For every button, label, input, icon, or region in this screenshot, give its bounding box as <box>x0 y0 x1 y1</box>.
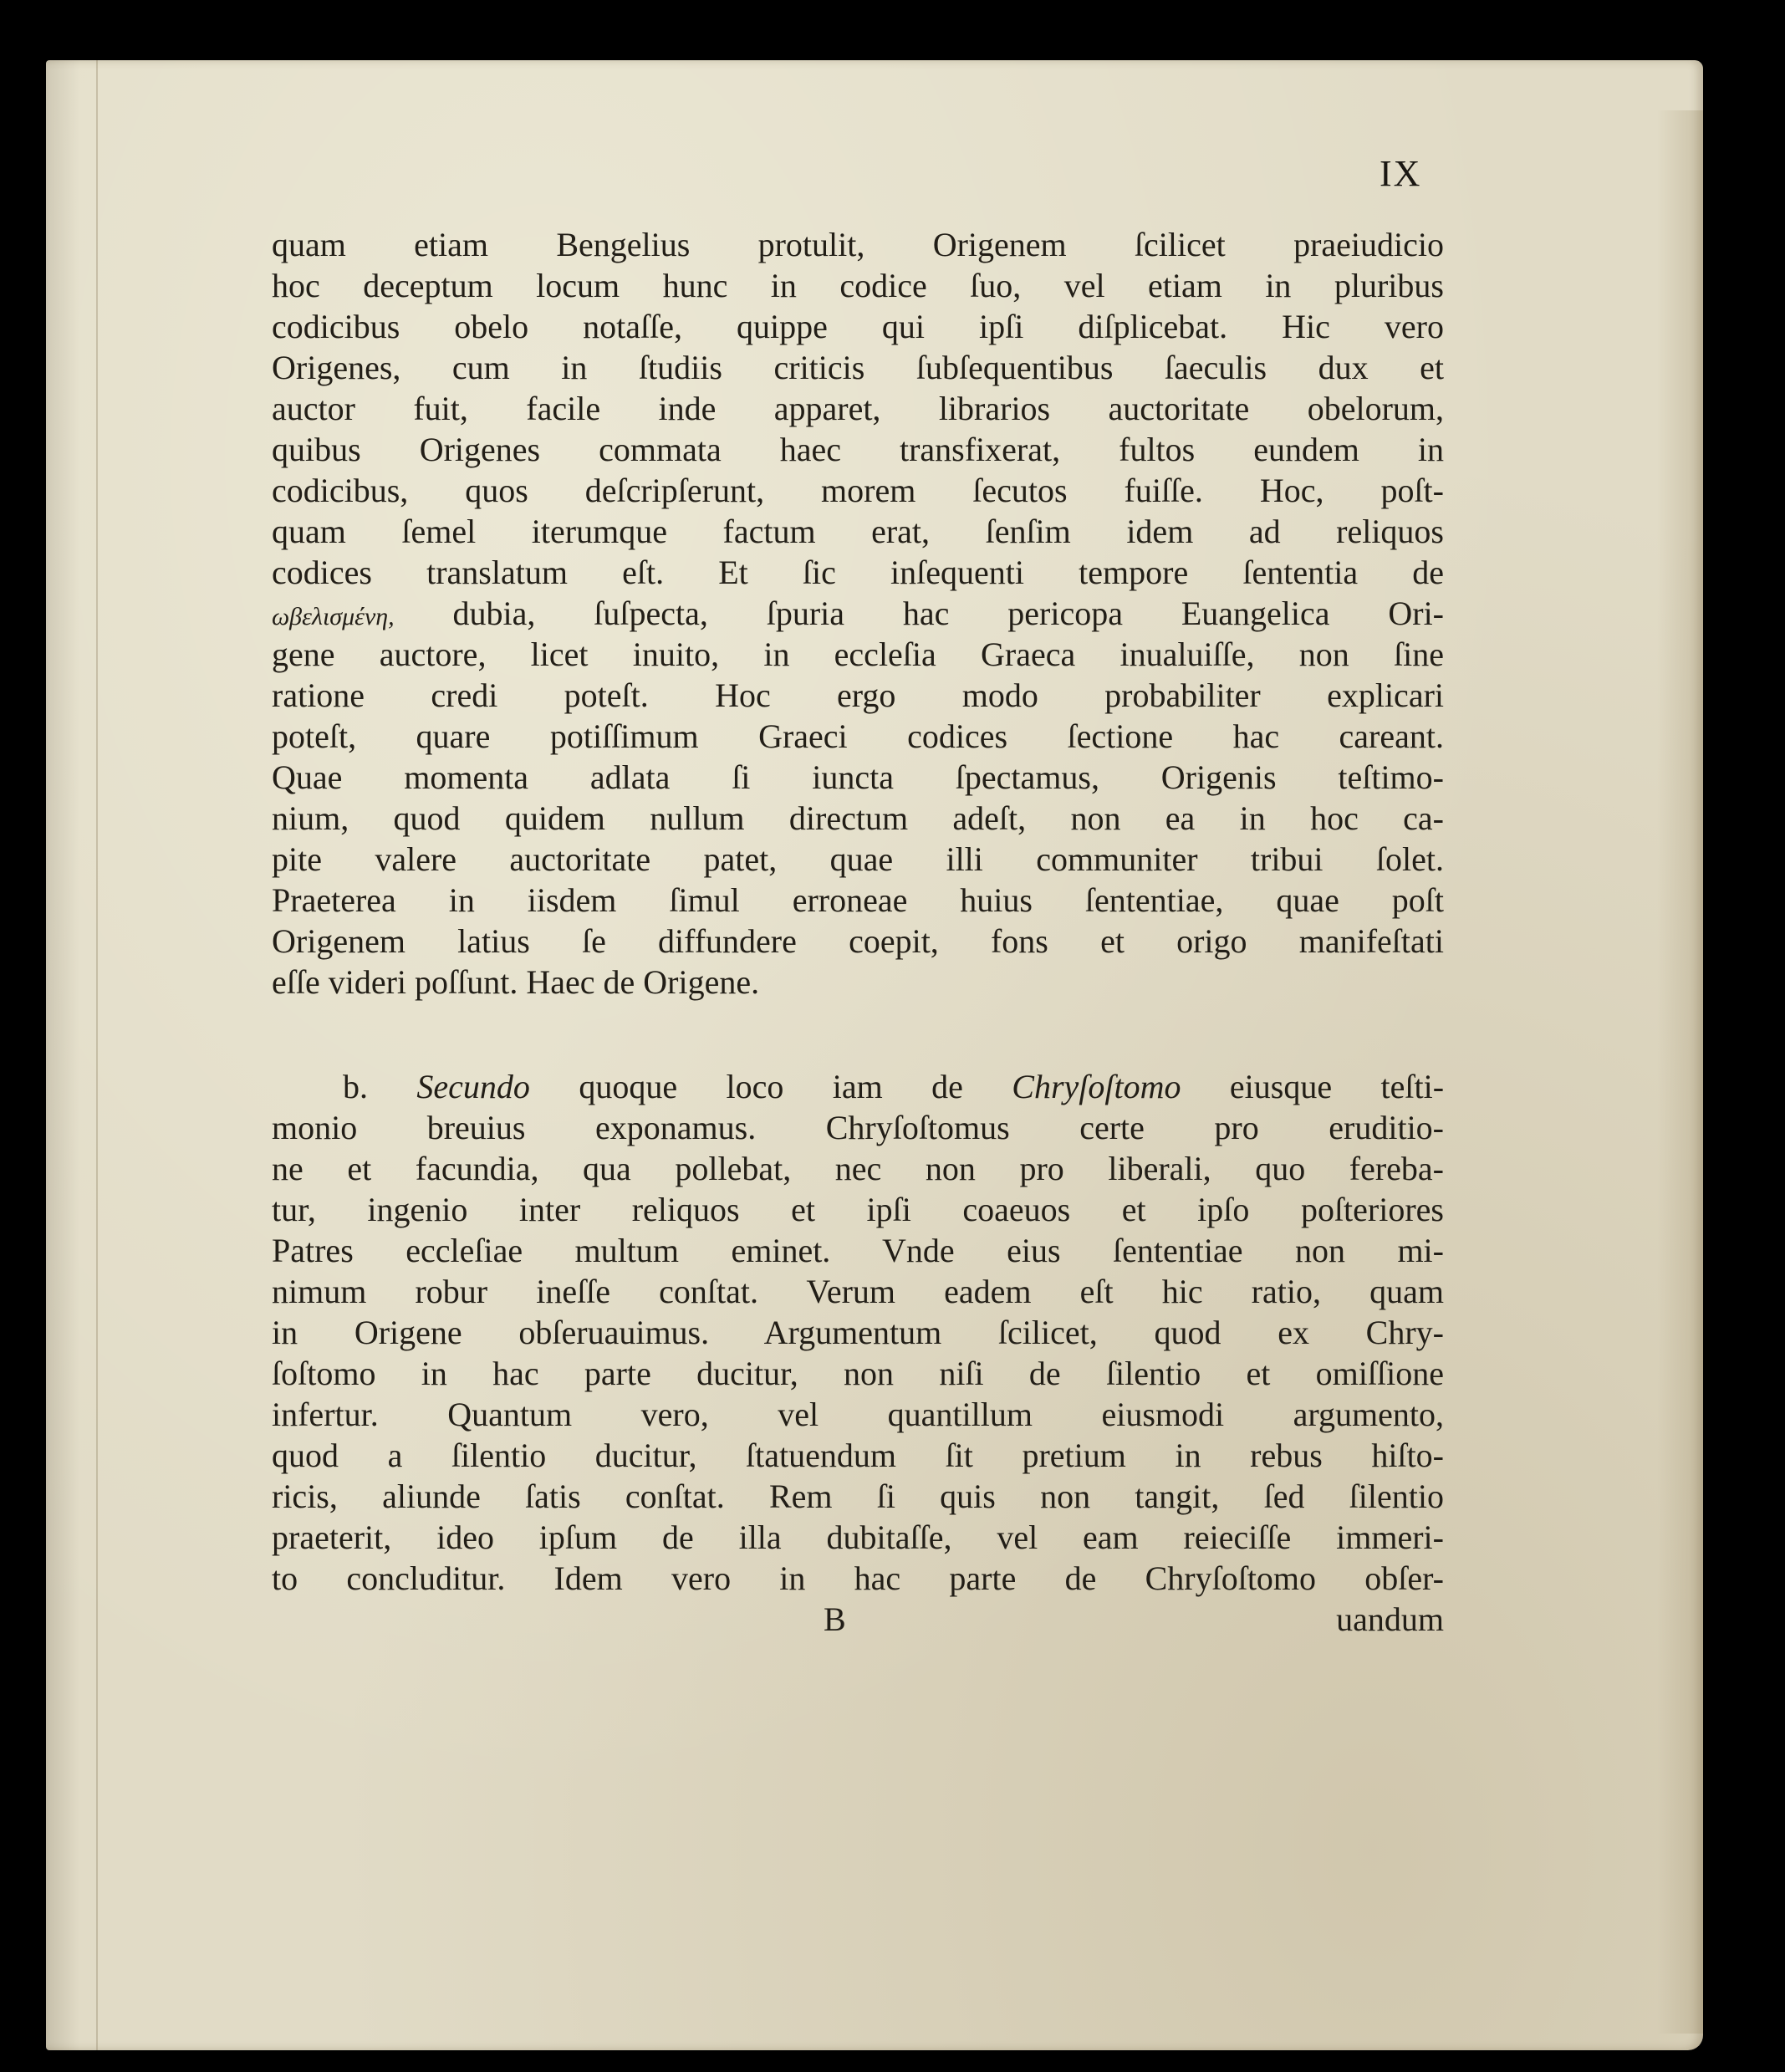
page-edge-shadow <box>1657 110 1703 2034</box>
text-line: Origenes, cum in ſtudiis criticis ſubſequentibus ſaeculis dux et <box>272 349 1444 386</box>
text-line: ne et facundia, qua pollebat, nec non pro liberali, quo fereba- <box>272 1150 1444 1187</box>
text-line: quam etiam Bengelius protulit, Origenem ſcilicet praeiudicio <box>272 226 1444 263</box>
text-line: quibus Origenes commata haec transfixerat, fultos eundem in <box>272 431 1444 468</box>
paragraph2-first-line <box>272 1066 1444 1107</box>
text-line: infertur. Quantum vero, vel quantillum eiusmodi argumento, <box>272 1396 1444 1433</box>
signature-mark: B <box>824 1600 846 1638</box>
signature-line <box>272 1599 1444 1640</box>
text-line: monio breuius exponamus. Chryſoſtomus certe pro eruditio- <box>272 1109 1444 1146</box>
text-line: Praeterea in iisdem ſimul erroneae huius ſententiae, quae poſt <box>272 881 1444 919</box>
page-number: IX <box>1380 153 1422 194</box>
text-line: ratione credi poteſt. Hoc ergo modo probabiliter explicari <box>272 676 1444 714</box>
text-line: praeterit, ideo ipſum de illa dubitaſſe, vel eam reieciſſe immeri- <box>272 1518 1444 1556</box>
text-line: pite valere auctoritate patet, quae illi communiter tribui ſolet. <box>272 840 1444 878</box>
text-line: poteſt, quare potiſſimum Graeci codices ſectione hac careant. <box>272 717 1444 755</box>
greek-word: ωβελισμένη, <box>272 603 395 630</box>
text-line: ricis, aliunde ſatis conſtat. Rem ſi quis non tangit, ſed ſilentio <box>272 1477 1444 1515</box>
text-line: to concluditur. Idem vero in hac parte de Chryſoſtomo obſer- <box>272 1559 1444 1597</box>
text-line: quam ſemel iterumque factum erat, ſenſim idem ad reliquos <box>272 513 1444 550</box>
text-line: codicibus obelo notaſſe, quippe qui ipſi diſplicebat. Hic vero <box>272 308 1444 345</box>
text-line: in Origene obſeruauimus. Argumentum ſcilicet, quod ex Chry- <box>272 1314 1444 1351</box>
body-text <box>272 224 1444 1640</box>
text-line: Patres eccleſiae multum eminet. Vnde eius ſententiae non mi- <box>272 1232 1444 1269</box>
text-line: auctor fuit, facile inde apparet, librarios auctoritate obelorum, <box>272 390 1444 427</box>
text-line: Origenem latius ſe diffundere coepit, fons et origo manifeſtati <box>272 922 1444 960</box>
text-line: hoc deceptum locum hunc in codice ſuo, vel etiam in pluribus <box>272 267 1444 304</box>
text-line: codices translatum eſt. Et ſic inſequenti tempore ſententia de <box>272 554 1444 591</box>
text-line: Quae momenta adlata ſi iuncta ſpectamus, Origenis teſtimo- <box>272 758 1444 796</box>
first-line-mid: quoque loco iam de <box>579 1068 963 1105</box>
chrysostomo-word: Chryſoſtomo <box>1012 1068 1181 1105</box>
binding-gutter <box>96 60 98 2050</box>
text-line: gene auctore, licet inuito, in eccleſia Graeca inualuiſſe, non ſine <box>272 635 1444 673</box>
first-line-end: eiusque teſti- <box>1229 1068 1445 1105</box>
text-line: tur, ingenio inter reliquos et ipſi coaeuos et ipſo poſteriores <box>272 1191 1444 1228</box>
text-line-rest: dubia, ſuſpecta, ſpuria hac pericopa Euangelica Ori- <box>452 595 1445 632</box>
text-line: nium, quod quidem nullum directum adeſt, non ea in hoc ca- <box>272 799 1444 837</box>
text-line: ſoſtomo in hac parte ducitur, non niſi de ſilentio et omiſſione <box>272 1355 1444 1392</box>
section-label: b. <box>343 1068 368 1105</box>
text-line: quod a ſilentio ducitur, ſtatuendum ſit pretium in rebus hiſto- <box>272 1437 1444 1474</box>
text-line: nimum robur ineſſe conſtat. Verum eadem eſt hic ratio, quam <box>272 1273 1444 1310</box>
text-line: codicibus, quos deſcripſerunt, morem ſecutos fuiſſe. Hoc, poſt- <box>272 472 1444 509</box>
text-line-greek <box>272 593 1444 634</box>
secundo-word: Secundo <box>416 1068 530 1105</box>
catchword: uandum <box>1336 1600 1444 1638</box>
paragraph-gap <box>272 1003 1444 1066</box>
text-line: eſſe videri poſſunt. Haec de Origene. <box>272 963 760 1001</box>
